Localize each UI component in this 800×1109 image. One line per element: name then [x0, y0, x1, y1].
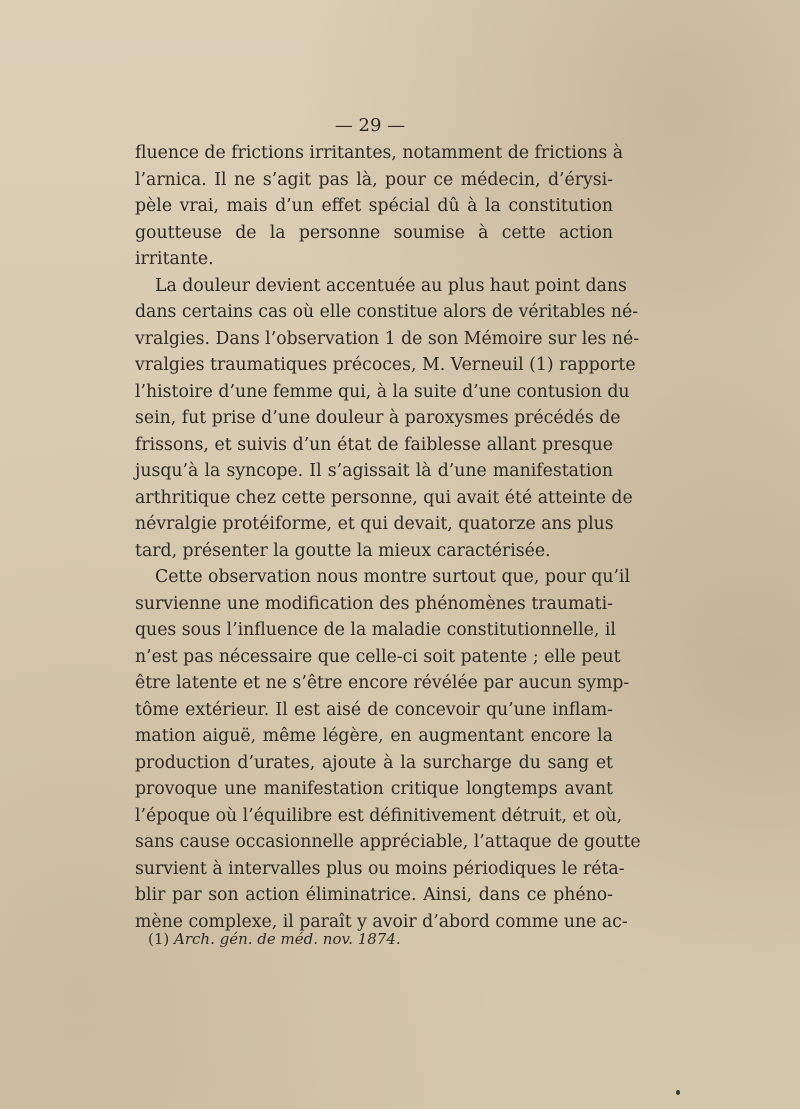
text-line: production d’urates, ajoute à la surcharge du sang et	[135, 752, 613, 773]
text-line: sans cause occasionnelle appréciable, l’attaque de goutte	[135, 832, 641, 852]
text-line: l’histoire d’une femme qui, à la suite d’une contusion du	[135, 381, 630, 402]
text-line: n’est pas nécessaire que celle-ci soit patente ; elle peut	[135, 646, 621, 667]
text-line: Cette observation nous montre surtout que, pour qu’il	[155, 567, 630, 587]
footnote	[148, 930, 401, 948]
text-line: irritante.	[135, 249, 214, 269]
text-line: survient à intervalles plus ou moins périodiques le réta-	[135, 858, 625, 879]
text-line: La douleur devient accentuée au plus haut point dans	[155, 275, 627, 296]
text-line: blir par son action éliminatrice. Ainsi, dans ce phéno-	[135, 885, 613, 905]
text-line: mation aiguë, même légère, en augmentant encore la	[135, 726, 613, 746]
text-line: névralgie protéiforme, et qui devait, quatorze ans plus	[135, 514, 614, 534]
text-line: frissons, et suivis d’un état de faiblesse allant presque	[135, 434, 613, 455]
footnote-marker: (1)	[148, 930, 170, 948]
text-line: goutteuse de la personne soumise à cette action	[135, 222, 613, 243]
text-line: tard, présenter la goutte la mieux caractérisée.	[135, 540, 551, 561]
text-line: fluence de frictions irritantes, notamment de frictions à	[135, 143, 624, 163]
text-line: être latente et ne s’être encore révélée par aucun symp-	[135, 673, 630, 693]
text-line: mène complexe, il paraît y avoir d’abord comme une ac-	[135, 911, 628, 932]
text-line: tôme extérieur. Il est aisé de concevoir qu’une inflam-	[135, 699, 613, 720]
text-line: provoque une manifestation critique longtemps avant	[135, 779, 613, 799]
page-number: — 29 —	[334, 115, 406, 136]
text-line: pèle vrai, mais d’un effet spécial dû à la constitution	[135, 196, 613, 216]
text-line: l’arnica. Il ne s’agit pas là, pour ce médecin, d’érysi-	[135, 169, 613, 190]
text-line: sein, fut prise d’une douleur à paroxysmes précédés de	[135, 408, 621, 428]
body-text	[135, 140, 641, 935]
text-line: survienne une modification des phénomènes traumati-	[135, 593, 613, 614]
ink-spot	[676, 1090, 680, 1095]
text-line: arthritique chez cette personne, qui avait été atteinte de	[135, 487, 633, 508]
text-line: vralgies traumatiques précoces, M. Verneuil (1) rapporte	[135, 355, 636, 375]
text-line: ques sous l’influence de la maladie constitutionnelle, il	[135, 620, 616, 640]
text-line: dans certains cas où elle constitue alors de véritables né-	[135, 302, 639, 322]
text-line: jusqu’à la syncope. Il s’agissait là d’une manifestation	[135, 461, 613, 481]
text-line: vralgies. Dans l’observation 1 de son Mémoire sur les né-	[135, 328, 640, 349]
text-line: l’époque où l’équilibre est définitivement détruit, et où,	[135, 805, 623, 826]
footnote-text: Arch. gén. de méd. nov. 1874.	[174, 930, 401, 948]
